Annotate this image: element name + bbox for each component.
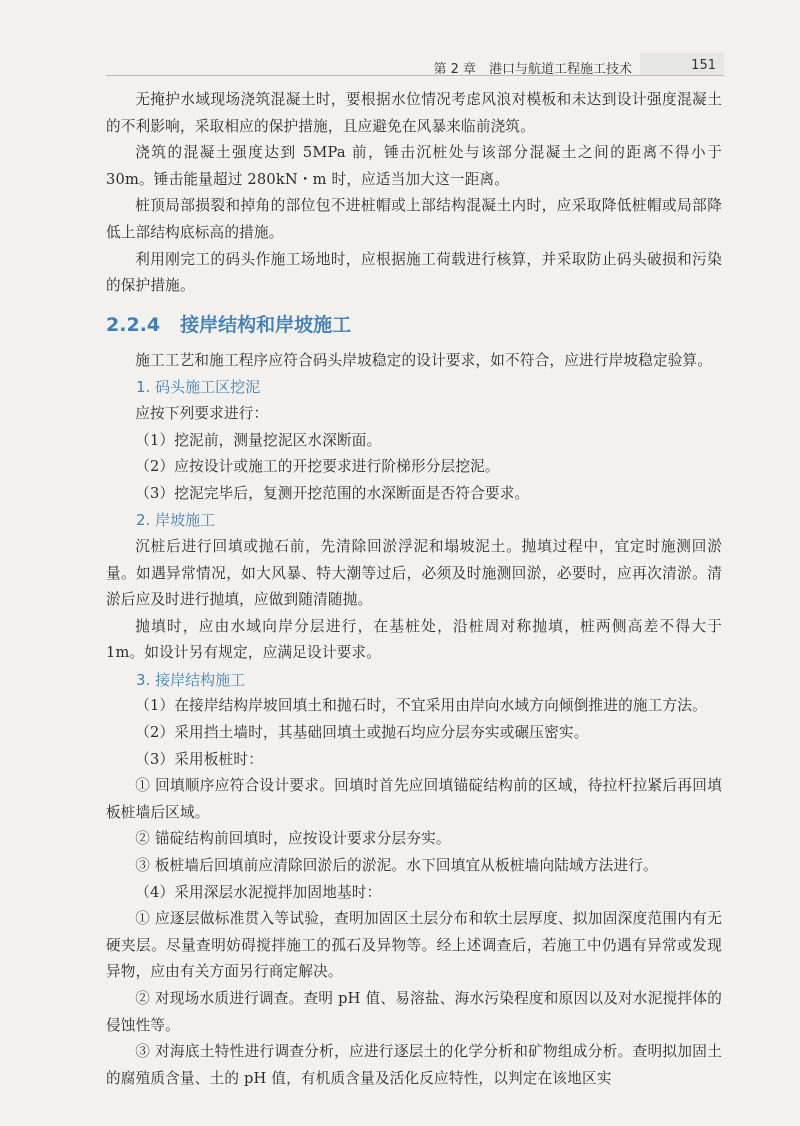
section-title: 接岸结构和岸坡施工 <box>180 313 352 336</box>
list-item: （4）采用深层水泥搅拌加固地基时： <box>135 883 382 901</box>
list-item: ③ 板桩墙后回填前应清除回淤后的淤泥。水下回填宜从板桩墙向陆域方法进行。 <box>135 857 658 875</box>
subsection-heading-2: 2. 岸坡施工 <box>136 511 216 530</box>
section-number: 2.2.4 <box>106 313 161 336</box>
list-item: ③ 对海底土特性进行调查分析，应进行逐层土的化学分析和矿物组成分析。查明拟加固土的腐殖质含量、土的 pH 值，有机质含量及活化反应特性，以判定在该地区实 <box>106 1043 722 1087</box>
subsection-heading-1: 1. 码头施工区挖泥 <box>136 378 261 397</box>
body-paragraph: 无掩护水域现场浇筑混凝土时，要根据水位情况考虑风浪对模板和未达到设计强度混凝土的不利影响，采取相应的保护措施，且应避免在风暴来临前浇筑。 <box>106 91 722 135</box>
chapter-title: 第 2 章 港口与航道工程施工技术 <box>433 62 632 77</box>
list-item: （2）采用挡土墙时，其基础回填土或抛石均应分层夯实或碾压密实。 <box>135 724 589 742</box>
list-item: ② 锚碇结构前回填时，应按设计要求分层夯实。 <box>135 830 451 848</box>
list-item: （1）在接岸结构岸坡回填土和抛石时，不宜采用由岸向水域方向倾倒推进的施工方法。 <box>135 697 707 715</box>
page-body <box>106 87 722 1092</box>
list-item: ① 应逐层做标准贯入等试验，查明加固区土层分布和软土层厚度、拟加固深度范围内有无硬夹层。尽量查明妨碍搅拌施工的孤石及异物等。经上述调查后，若施工中仍遇有异常或发现异物，应由有关方面另行商定解决。 <box>106 910 722 981</box>
list-item: （3）采用板桩时： <box>135 750 264 768</box>
subsection-lead: 应按下列要求进行： <box>135 404 269 422</box>
body-paragraph: 浇筑的混凝土强度达到 5MPa 前，锤击沉桩处与该部分混凝土之间的距离不得小于 30m。锤击能量超过 280kN・m 时，应适当加大这一距离。 <box>106 144 722 188</box>
body-paragraph: 抛填时，应由水域向岸分层进行，在基桩处，沿桩周对称抛填，桩两侧高差不得大于 1m。如设计另有规定，应满足设计要求。 <box>106 617 722 662</box>
section-heading <box>106 310 722 340</box>
body-paragraph: 桩顶局部损裂和掉角的部位包不进桩帽或上部结构混凝土内时，应采取降低桩帽或局部降低上部结构底标高的措施。 <box>106 197 722 241</box>
list-item: （2）应按设计或施工的开挖要求进行阶梯形分层挖泥。 <box>135 458 500 476</box>
subsection-heading-3: 3. 接岸结构施工 <box>136 670 246 689</box>
list-item: ② 对现场水质进行调查。查明 pH 值、易溶盐、海水污染程度和原因以及对水泥搅拌体的侵蚀性等。 <box>106 990 722 1034</box>
page-number: 151 <box>691 58 716 73</box>
running-header <box>106 45 724 76</box>
list-item: ① 回填顺序应符合设计要求。回填时首先应回填锚碇结构前的区域，待拉杆拉紧后再回填板桩墙后区域。 <box>106 777 722 821</box>
body-paragraph: 沉桩后进行回填或抛石前，先清除回淤浮泥和塌坡泥土。抛填过程中，宜定时施测回淤量。如遇异常情况，如大风暴、特大潮等过后，必须及时施测回淤，必要时，应再次清淤。清淤后应及时进行抛填，应做到随清随抛。 <box>106 537 722 609</box>
body-paragraph: 利用刚完工的码头作施工场地时，应根据施工荷载进行核算，并采取防止码头破损和污染的保护措施。 <box>106 250 722 295</box>
list-item: （1）挖泥前，测量挖泥区水深断面。 <box>135 431 382 449</box>
section-intro: 施工工艺和施工程序应符合码头岸坡稳定的设计要求，如不符合，应进行岸坡稳定验算。 <box>135 351 713 369</box>
list-item: （3）挖泥完毕后，复测开挖范围的水深断面是否符合要求。 <box>135 484 530 502</box>
